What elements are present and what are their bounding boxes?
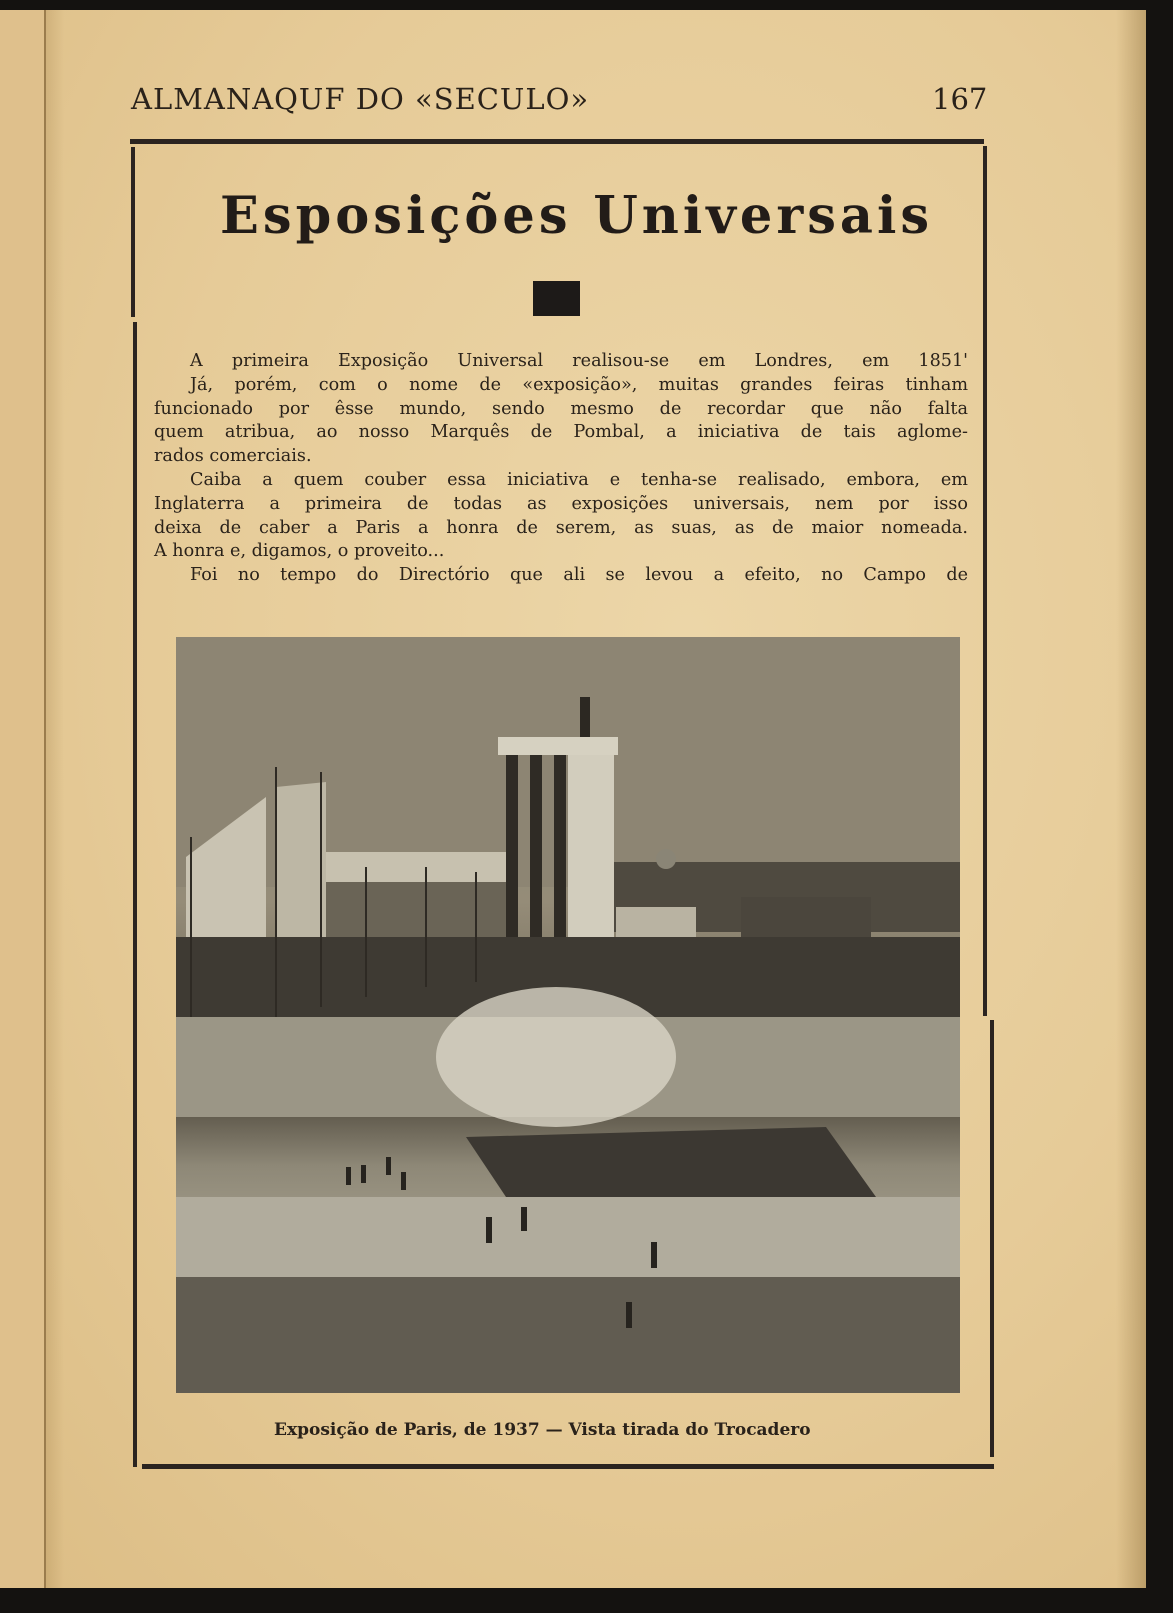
body-line: Inglaterra a primeira de todas as exposições universais, nem por isso xyxy=(154,493,968,514)
page-number: 167 xyxy=(932,82,988,116)
facing-page-edge xyxy=(0,10,46,1588)
frame-right-rule xyxy=(990,1020,994,1457)
body-line: Já, porém, com o nome de «exposição», muitas grandes feiras tinham xyxy=(190,374,968,395)
body-line: funcionado por êsse mundo, sendo mesmo de recordar que não falta xyxy=(154,398,968,419)
binding-shadow xyxy=(44,10,64,1588)
running-header: ALMANAQUF DO «SECULO» xyxy=(131,82,590,116)
frame-bottom-rule xyxy=(142,1464,994,1469)
article-body xyxy=(154,350,968,588)
page-edge-shadow xyxy=(1116,10,1146,1588)
frame-right-rule xyxy=(983,146,987,1016)
body-line: A honra e, digamos, o proveito... xyxy=(154,541,445,562)
square-ornament-icon xyxy=(533,281,580,316)
frame-left-rule xyxy=(131,147,135,317)
body-line: quem atribua, ao nosso Marquês de Pombal, a iniciativa de tais aglome- xyxy=(154,422,968,443)
body-line: A primeira Exposição Universal realisou-se em Londres, em 1851' xyxy=(190,351,968,371)
frame-left-rule xyxy=(133,322,137,1467)
article-title: Esposições Universais xyxy=(220,186,934,246)
photo-caption: Exposição de Paris, de 1937 — Vista tirada do Trocadero xyxy=(274,1420,811,1440)
frame-top-rule xyxy=(130,139,984,144)
exposition-photograph xyxy=(176,637,960,1393)
body-line: Caiba a quem couber essa iniciativa e tenha-se realisado, embora, em xyxy=(190,469,968,490)
body-line: Foi no tempo do Directório que ali se levou a efeito, no Campo de xyxy=(190,565,968,586)
body-line: rados comerciais. xyxy=(154,446,312,467)
body-line: deixa de caber a Paris a honra de serem, as suas, as de maior nomeada. xyxy=(154,517,968,538)
